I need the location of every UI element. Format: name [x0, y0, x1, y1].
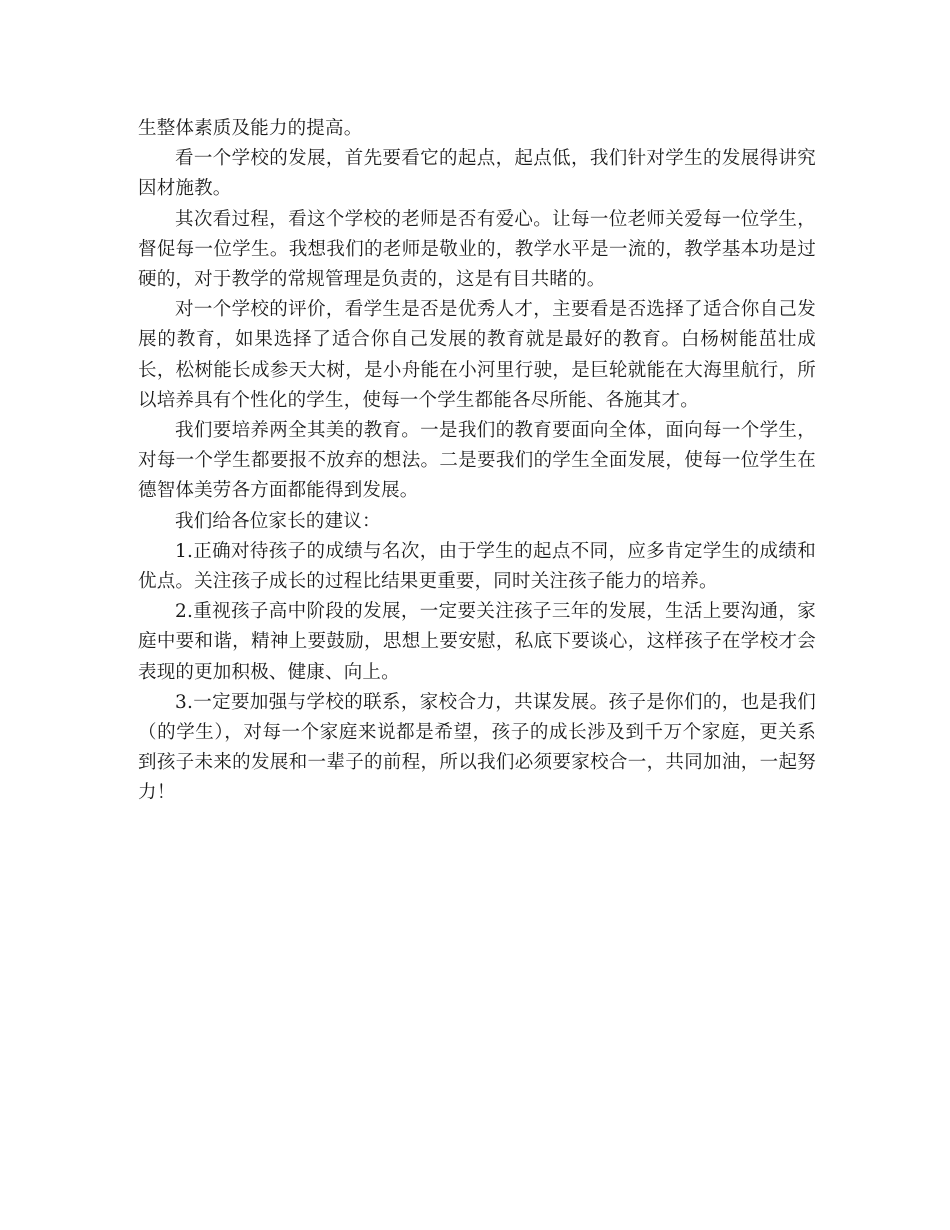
paragraph-process: 其次看过程，看这个学校的老师是否有爱心。让每一位老师关爱每一位学生，督促每一位学生。我想我们的老师是敬业的，教学水平是一流的，教学基本功是过硬的，对于教学的常规管理是负责的，这是有目共睹的。: [138, 208, 816, 291]
paragraph-continuation: 生整体素质及能力的提高。: [138, 118, 363, 139]
paragraph-education-goal: 我们要培养两全其美的教育。一是我们的教育要面向全体，面向每一个学生，对每一个学生都要报不放弃的想法。二是要我们的学生全面发展，使每一位学生在德智体美劳各方面都能得到发展。: [138, 420, 816, 502]
paragraph-suggestions-heading: 我们给各位家长的建议：: [175, 510, 381, 532]
paragraph-evaluation: 对一个学校的评价，看学生是否是优秀人才，主要看是否选择了适合你自己发展的教育，如果选择了适合你自己发展的教育就是最好的教育。白杨树能茁壮成长，松树能长成参天大树，是小舟能在小河里行驶，是巨轮就能在大海里航行，所以培养具有个性化的学生，使每一个学生都能各尽所能、各施其才。: [138, 299, 816, 411]
suggestion-item-3: 3.一定要加强与学校的联系，家校合力，共谋发展。孩子是你们的，也是我们（的学生），对每一个家庭来说都是希望，孩子的成长涉及到千万个家庭，更关系到孩子未来的发展和一辈子的前程，所以我们必须要家校合一，共同加油，一起努力！: [138, 691, 816, 804]
suggestion-item-1: 1.正确对待孩子的成绩与名次，由于学生的起点不同，应多肯定学生的成绩和优点。关注孩子成长的过程比结果更重要，同时关注孩子能力的培养。: [138, 540, 816, 593]
paragraph-starting-point: 看一个学校的发展，首先要看它的起点，起点低，我们针对学生的发展得讲究因材施教。: [138, 148, 816, 200]
document-body: [138, 114, 816, 809]
suggestion-item-2: 2.重视孩子高中阶段的发展，一定要关注孩子三年的发展，生活上要沟通，家庭中要和谐，精神上要鼓励，思想上要安慰，私底下要谈心，这样孩子在学校才会表现的更加积极、健康、向上。: [138, 601, 816, 683]
